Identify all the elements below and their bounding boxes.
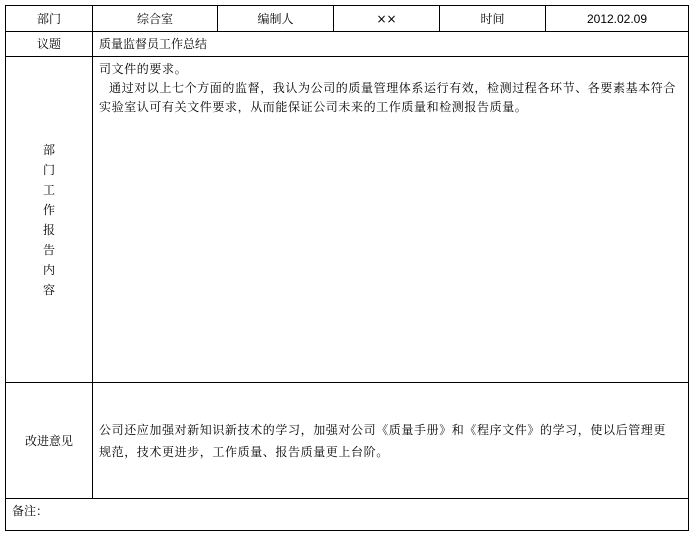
time-label: 时间 <box>440 6 546 32</box>
report-line-2: 通过对以上七个方面的监督，我认为公司的质量管理体系运行有效，检测过程各环节、各要素基本符合实验室认可有关文件要求，从而能保证公司未来的工作质量和检测报告质量。 <box>99 81 677 114</box>
topic-label: 议题 <box>6 32 93 57</box>
report-row <box>6 57 689 383</box>
editor-value: ×× <box>334 6 440 32</box>
topic-value: 质量监督员工作总结 <box>93 32 689 57</box>
remarks-row <box>6 499 689 531</box>
time-value: 2012.02.09 <box>546 6 689 32</box>
report-content <box>93 57 688 117</box>
remarks-label: 备注： <box>6 499 689 531</box>
suggestions-label: 改进意见 <box>6 383 93 499</box>
report-content-cell <box>93 57 689 383</box>
editor-label: 编制人 <box>218 6 334 32</box>
suggestions-text: 公司还应加强对新知识新技术的学习，加强对公司《质量手册》和《程序文件》的学习，使以后管理更规范，技术更进步，工作质量、报告质量更上台阶。 <box>99 422 667 459</box>
dept-label: 部门 <box>6 6 93 32</box>
header-row <box>6 6 689 32</box>
suggestions-cell <box>93 383 689 499</box>
work-report-table <box>5 5 689 531</box>
topic-row <box>6 32 689 57</box>
suggestions-row <box>6 383 689 499</box>
dept-value: 综合室 <box>93 6 218 32</box>
report-line-1: 司文件的要求。 <box>99 62 188 76</box>
report-label-cell <box>6 57 93 383</box>
report-label: 部门工作报告内容 <box>42 142 55 297</box>
